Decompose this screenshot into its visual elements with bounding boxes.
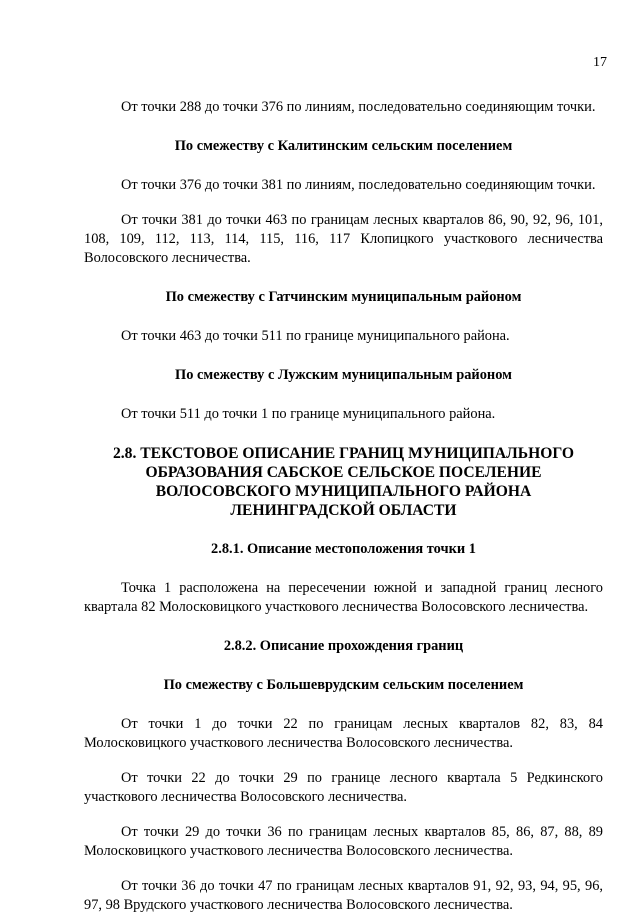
heading-luzhsky: По смежеству с Лужским муниципальным районом (175, 367, 512, 383)
paragraph-border-381-463: От точки 381 до точки 463 по границам лесных кварталов 86, 90, 92, 96, 101, 108, 109, 112, 113, 114, 115, 116, 117 Клопицкого участкового лесничества Волосовского лесничества. (84, 212, 603, 266)
heading-kalitinskoe: По смежеству с Калитинским сельским поселением (174, 138, 513, 154)
paragraph-border-511-1: От точки 511 до точки 1 по границе муниципального района. (121, 406, 496, 422)
section-title-2-8: 2.8. ТЕКСТОВОЕ ОПИСАНИЕ ГРАНИЦ МУНИЦИПАЛЬНОГО ОБРАЗОВАНИЯ САБСКОЕ СЕЛЬСКОЕ ПОСЕЛЕНИЕ ВОЛОСОВСКОГО МУНИЦИПАЛЬНОГО РАЙОНА ЛЕНИНГРАДСКОЙ ОБЛАСТИ (112, 445, 575, 519)
heading-2-8-2: 2.8.2. Описание прохождения границ (223, 638, 464, 654)
document-body (84, 98, 603, 915)
paragraph-border-1-22: От точки 1 до точки 22 по границам лесных кварталов 82, 83, 84 Молосковицкого участкового лесничества Волосовского лесничества. (84, 716, 603, 751)
heading-gatchinsky: По смежеству с Гатчинским муниципальным районом (165, 289, 522, 305)
page-number: 17 (593, 55, 607, 70)
paragraph-border-376-381: От точки 376 до точки 381 по линиям, последовательно соединяющим точки. (121, 177, 596, 193)
heading-bolshevrudskoe: По смежеству с Большеврудским сельским поселением (163, 677, 524, 693)
paragraph-border-29-36: От точки 29 до точки 36 по границам лесных кварталов 85, 86, 87, 88, 89 Молосковицкого участкового лесничества Волосовского лесничества. (84, 824, 603, 859)
paragraph-point-1-location: Точка 1 расположена на пересечении южной и западной границ лесного квартала 82 Молосковицкого участкового лесничества Волосовского лесничества. (84, 580, 603, 615)
paragraph-border-288-376: От точки 288 до точки 376 по линиям, последовательно соединяющим точки. (121, 99, 596, 115)
paragraph-border-22-29: От точки 22 до точки 29 по границе лесного квартала 5 Редкинского участкового лесничества Волосовского лесничества. (84, 770, 603, 805)
heading-2-8-1: 2.8.1. Описание местоположения точки 1 (211, 541, 476, 557)
paragraph-border-36-47: От точки 36 до точки 47 по границам лесных кварталов 91, 92, 93, 94, 95, 96, 97, 98 Врудского участкового лесничества Волосовского лесничества. (84, 878, 603, 913)
paragraph-border-463-511: От точки 463 до точки 511 по границе муниципального района. (121, 328, 510, 344)
